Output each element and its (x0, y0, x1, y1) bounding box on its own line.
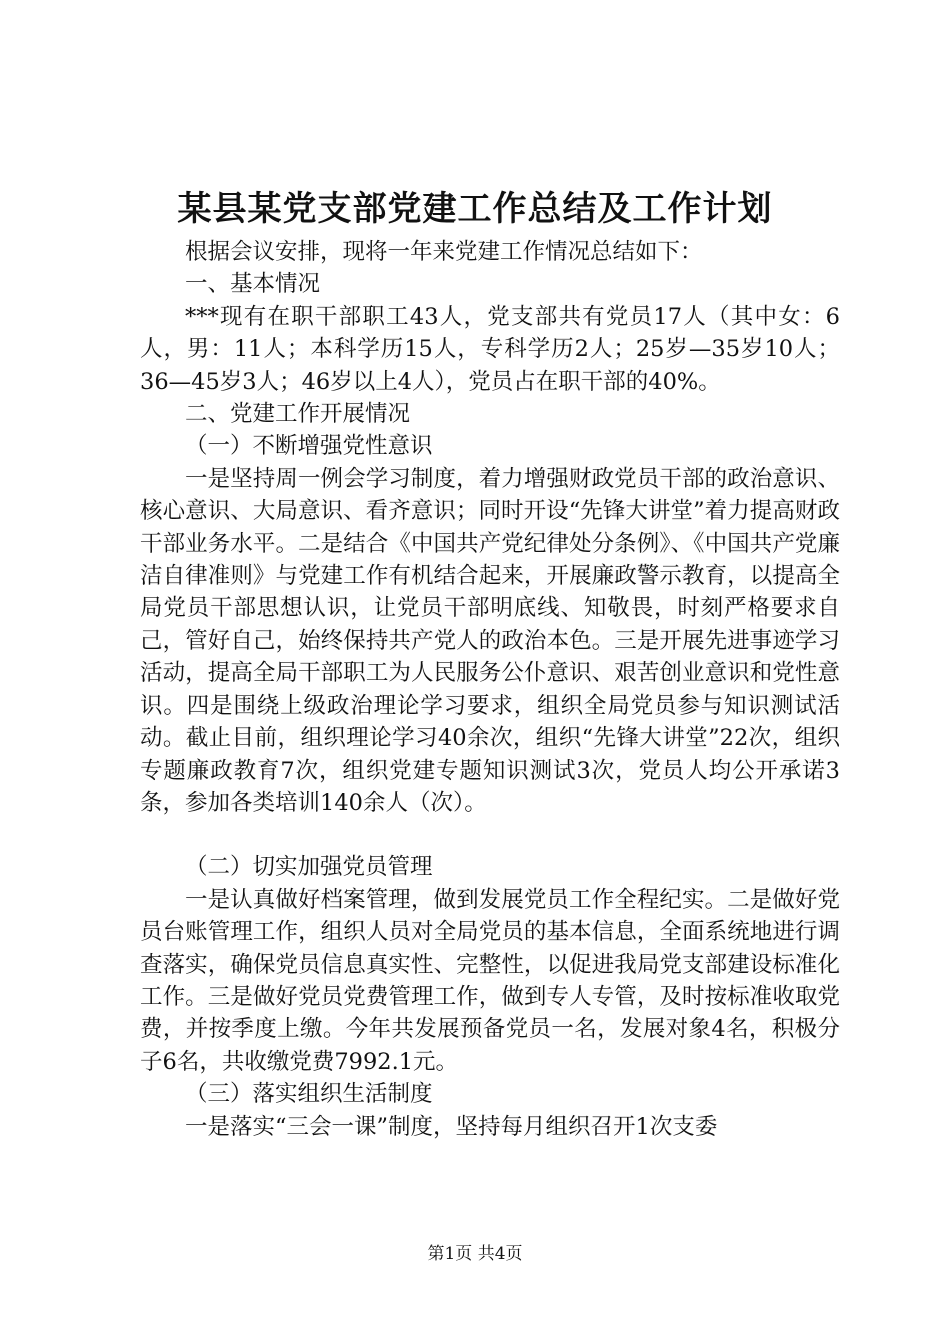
section-heading-basic: 一、基本情况 (185, 271, 321, 298)
page-footer: 第1页 共4页 (427, 1244, 523, 1264)
paragraph-gap (140, 819, 840, 851)
subsection-heading-member-management: （二）切实加强党员管理 (185, 854, 433, 881)
document-title: 某县某党支部党建工作总结及工作计划 (177, 189, 773, 229)
subsection-heading-party-spirit: （一）不断增强党性意识 (185, 433, 433, 460)
basic-info-paragraph: ***现有在职干部职工43人，党支部共有党员17人（其中女：6人，男：11人；本科学历15人，专科学历2人；25岁—35岁10人；36—45岁3人；46岁以上4人），党员占在职干部的40%。 (140, 303, 840, 395)
section-heading-work: 二、党建工作开展情况 (185, 401, 411, 428)
party-spirit-paragraph: 一是坚持周一例会学习制度，着力增强财政党员干部的政治意识、核心意识、大局意识、看齐意识；同时开设“先锋大讲堂”着力提高财政干部业务水平。二是结合《中国共产党纪律处分条例》、《中国共产党廉洁自律准则》与党建工作有机结合起来，开展廉政警示教育，以提高全局党员干部思想认识，让党员干部明底线、知敬畏，时刻严格要求自己，管好自己，始终保持共产党人的政治本色。三是开展先进事迹学习活动，提高全局干部职工为人民服务公仆意识、艰苦创业意识和党性意识。四是围绕上级政治理论学习要求，组织全局党员参与知识测试活动。截止目前，组织理论学习40余次，组织“先锋大讲堂”22次，组织专题廉政教育7次，组织党建专题知识测试3次，党员人均公开承诺3条，参加各类培训140余人（次）。 (140, 465, 840, 816)
organization-life-paragraph: 一是落实“三会一课”制度，坚持每月组织召开1次支委 (185, 1113, 718, 1140)
subsection-heading-organization-life: （三）落实组织生活制度 (185, 1081, 433, 1108)
document-body (140, 236, 840, 1143)
member-management-paragraph: 一是认真做好档案管理，做到发展党员工作全程纪实。二是做好党员台账管理工作，组织人员对全局党员的基本信息，全面系统地进行调查落实，确保党员信息真实性、完整性，以促进我局党支部建设标准化工作。三是做好党员党费管理工作，做到专人专管，及时按标准收取党费，并按季度上缴。今年共发展预备党员一名，发展对象4名，积极分子6名，共收缴党费7992.1元。 (140, 886, 840, 1075)
intro-paragraph: 根据会议安排，现将一年来党建工作情况总结如下： (185, 239, 703, 265)
